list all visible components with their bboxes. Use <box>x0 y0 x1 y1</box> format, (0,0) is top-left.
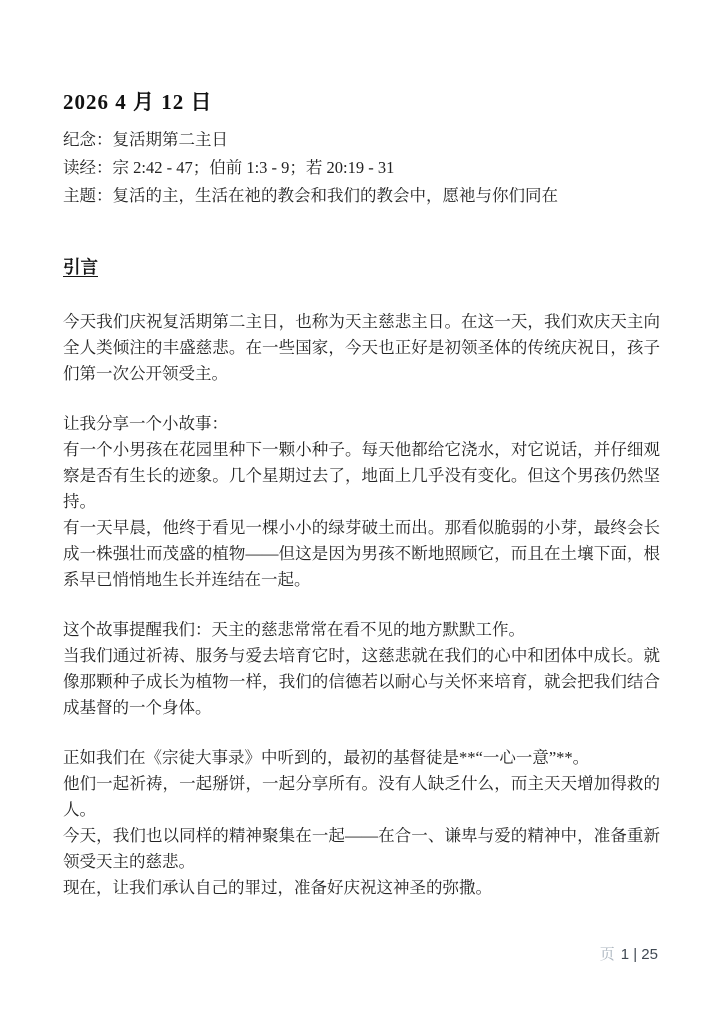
document-date-title: 2026 4 月 12 日 <box>63 90 213 114</box>
paragraph-line: 正如我们在《宗徒大事录》中听到的，最初的基督徒是**“一心一意”**。 <box>63 748 590 767</box>
paragraph-group-story <box>63 411 660 593</box>
page-number-label: 页 <box>599 946 615 963</box>
paragraph-group-opening <box>63 309 660 387</box>
paragraph-group-application <box>63 745 660 901</box>
page-footer <box>600 943 658 964</box>
paragraph-line: 让我分享一个小故事： <box>63 414 228 433</box>
paragraph-line: 他们一起祈祷，一起掰饼，一起分享所有。没有人缺乏什么，而主天天增加得救的人。 <box>63 774 660 819</box>
paragraph-line: 有一天早晨，他终于看见一棵小小的绿芽破土而出。那看似脆弱的小芽，最终会长成一株强壮而茂盛的植物——但这是因为男孩不断地照顾它，而且在土壤下面，根系早已悄悄地生长并连结在一起。 <box>63 518 660 589</box>
paragraph-line: 这个故事提醒我们：天主的慈悲常常在看不见的地方默默工作。 <box>63 620 525 639</box>
paragraph-line: 今天，我们也以同样的精神聚集在一起——在合一、谦卑与爱的精神中，准备重新领受天主的慈悲。 <box>63 826 660 871</box>
meta-line-theme: 主题：复活的主，生活在祂的教会和我们的教会中，愿祂与你们同在 <box>63 186 558 205</box>
paragraph-line: 现在，让我们承认自己的罪过，准备好庆祝这神圣的弥撒。 <box>63 878 492 897</box>
paragraph-line: 有一个小男孩在花园里种下一颗小种子。每天他都给它浇水，对它说话，并仔细观察是否有生长的迹象。几个星期过去了，地面上几乎没有变化。但这个男孩仍然坚持。 <box>63 440 660 511</box>
paragraph-line: 今天我们庆祝复活期第二主日，也称为天主慈悲主日。在这一天，我们欢庆天主向全人类倾注的丰盛慈悲。在一些国家，今天也正好是初领圣体的传统庆祝日，孩子们第一次公开领受主。 <box>63 312 660 383</box>
meta-line-readings: 读经：宗 2:42 - 47；伯前 1:3 - 9；若 20:19 - 31 <box>63 158 395 177</box>
paragraph-line: 当我们通过祈祷、服务与爱去培育它时，这慈悲就在我们的心中和团体中成长。就像那颗种子成长为植物一样，我们的信德若以耐心与关怀来培育，就会把我们结合成基督的一个身体。 <box>63 646 660 717</box>
meta-line-memorial: 纪念：复活期第二主日 <box>63 130 228 149</box>
section-heading-introduction: 引言 <box>63 257 98 277</box>
document-body <box>63 309 660 901</box>
page-number: 1 | 25 <box>620 946 658 963</box>
paragraph-group-reflection <box>63 617 660 721</box>
